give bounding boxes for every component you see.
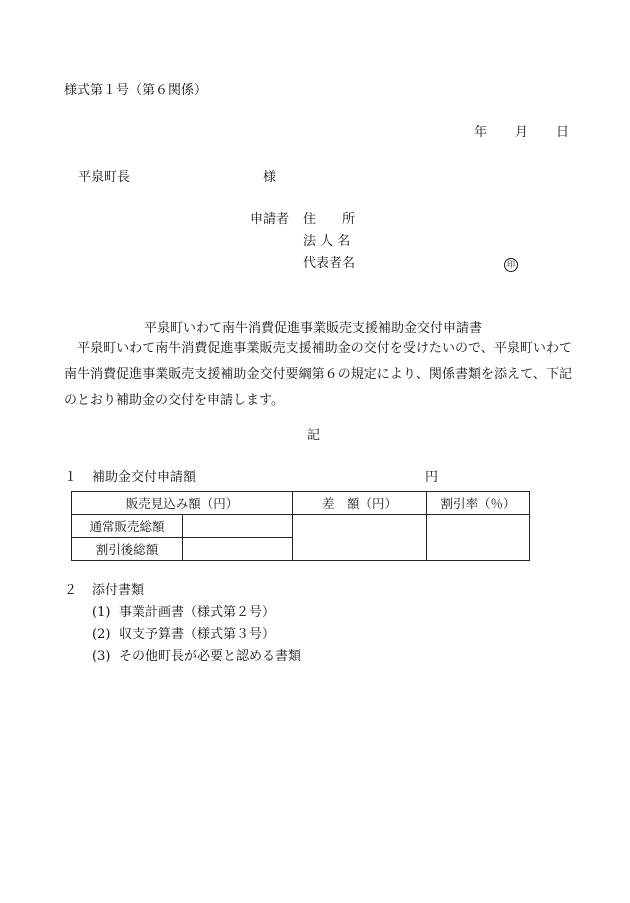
seal-label: 印: [504, 258, 518, 272]
amount-table: [71, 491, 530, 561]
section2-number: ２: [64, 583, 78, 598]
section1-label: 補助金交付申請額: [92, 470, 197, 485]
section2-label: 添付書類: [92, 583, 145, 598]
header-sales-estimate: 販売見込み額（円）: [72, 492, 293, 515]
attachment-item-1-text: 事業計画書（様式第２号）: [119, 605, 276, 620]
cell-discounted-total-value[interactable]: [183, 538, 293, 561]
row-label-normal-total: 通常販売総額: [72, 515, 183, 538]
table-header-row: [72, 492, 530, 515]
table-row: [72, 515, 530, 538]
section1-number: １: [64, 470, 78, 485]
representative-label: 代表者名: [303, 256, 356, 271]
header-discount-rate: 割引率（％）: [427, 492, 530, 515]
applicant-label: 申請者: [250, 212, 290, 227]
attachment-item-1-num: (1): [92, 605, 111, 620]
seal-mark: [504, 257, 518, 272]
ki-label: 記: [307, 428, 321, 443]
cell-difference-value[interactable]: [293, 515, 427, 561]
attachment-item-3-text: その他町長が必要と認める書類: [119, 649, 302, 664]
row-label-discounted-total: 割引後総額: [72, 538, 183, 561]
date-year: 年: [474, 125, 488, 140]
addressee-honorific: 様: [263, 170, 277, 185]
attachment-item-2-num: (2): [92, 627, 111, 642]
address-label: 住 所: [303, 212, 356, 227]
cell-discount-rate-value[interactable]: [427, 515, 530, 561]
date-day: 日: [556, 125, 570, 140]
date-month: 月: [515, 125, 529, 140]
corp-name-label: 法 人 名: [303, 234, 351, 249]
cell-normal-total-value[interactable]: [183, 515, 293, 538]
document-title: 平泉町いわて南牛消費促進事業販売支援補助金交付申請書: [144, 321, 483, 336]
attachment-item-2-text: 収支予算書（様式第３号）: [119, 627, 276, 642]
body-paragraph: 平泉町いわて南牛消費促進事業販売支援補助金の交付を受けたいので、平泉町いわて南牛消費促進事業販売支援補助金交付要綱第６の規定により、関係書類を添えて、下記のとおり補助金の交付を申請します。: [64, 341, 572, 408]
header-difference: 差 額（円）: [293, 492, 427, 515]
addressee-name: 平泉町長: [78, 170, 131, 185]
section1-unit: 円: [425, 470, 439, 485]
form-number: 様式第１号（第６関係）: [64, 83, 208, 98]
attachment-item-3-num: (3): [92, 649, 111, 664]
